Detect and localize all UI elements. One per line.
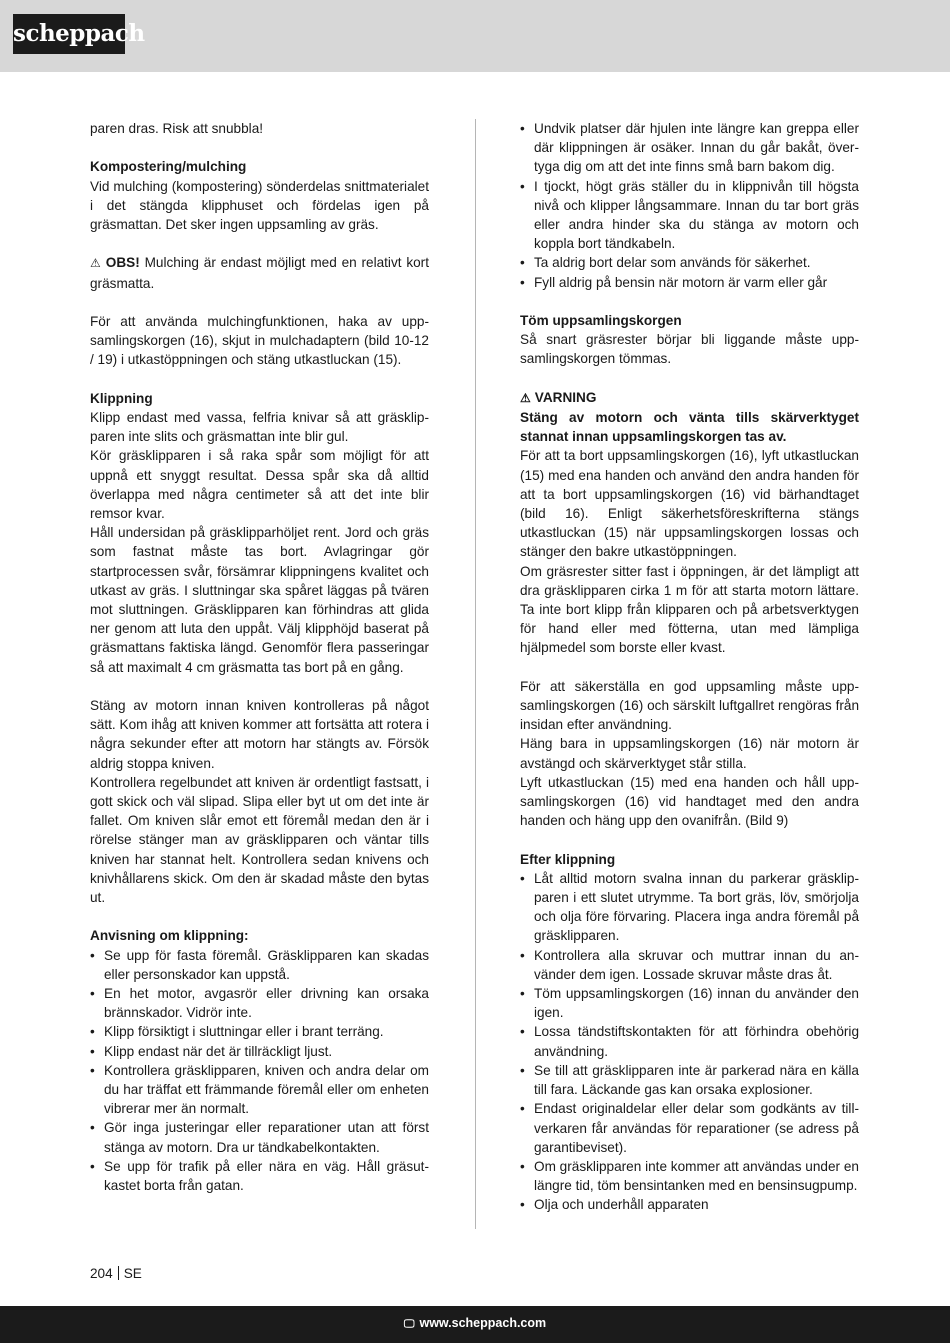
brand-logo: scheppach xyxy=(13,14,125,54)
paragraph: Vid mulching (kompostering) sönderdelas snittmaterialet i det stängda klipphuset och fördelas igen på gräsmattan. Det sker ingen uppsamling av gräs. xyxy=(90,178,429,232)
paragraph: Håll undersidan på gräsklipparhöljet rent. Jord och gräs som fastnat måste tas bort. Avlagringar gör startprocessen svår, försämrar klippningens kvalitet och utkast av gräs. I sluttningar ska spåret läggas på tvären mot sluttningen. Gräsklipparen kan förhindras att glida ner genom att luta den uppåt. Välj klipphöjd baserat på gräsmattans faktiska längd. Genomför flera passeringar så att maximalt 4 cm gräsmatta tas bort på en gång. xyxy=(90,525,429,675)
list-item: • Ta aldrig bort delar som används för säkerhet. xyxy=(520,253,859,272)
section-heading: Klippning xyxy=(90,390,153,406)
list-item: • I tjockt, högt gräs ställer du in klippnivån till högsta nivå och klipper långsammare. Innan du tar bort gräs eller andra hinder ska du stänga av motorn och koppla bort tändkabeln. xyxy=(520,177,859,254)
list-item: • Klipp endast när det är tillräckligt ljust. xyxy=(90,1042,429,1061)
column-divider xyxy=(475,119,476,1229)
footer-url[interactable] xyxy=(0,1316,950,1331)
warning-icon: ⚠ xyxy=(520,390,531,405)
list-item: • Se upp för trafik på eller nära en väg. Håll gräsutkastet borta från gatan. xyxy=(90,1157,429,1195)
list-item: • Endast originaldelar eller delar som godkänts av tillverkaren får användas för reparationer (se adress på garantibeviset). xyxy=(520,1099,859,1157)
page-number: 204 xyxy=(90,1266,113,1281)
list-item: • Gör inga justeringar eller reparationer utan att först stänga av motorn. Dra ur tändkabelkontakten. xyxy=(90,1118,429,1156)
obs-label: OBS! xyxy=(105,255,140,271)
section-heading: Töm uppsamlingskorgen xyxy=(520,313,682,329)
paragraph: Så snart gräsrester börjar bli liggande måste uppsamlingskorgen tömmas. xyxy=(520,332,859,367)
warning-heading xyxy=(520,388,859,408)
section-heading: Efter klippning xyxy=(520,851,616,867)
paragraph: För att ta bort uppsamlingskorgen (16), lyft utkastluckan (15) med ena handen och använd den andra handen för att ta bort uppsamlingskorgen (16) vid bärhandtaget (bild 16). Enligt säkerhetsföreskrifterna stängs utkastluckan (15) när uppsamlingskorgen lossas och stänger den bakre utkastöppningen. xyxy=(520,448,859,560)
footer-bar xyxy=(0,1306,950,1343)
paragraph: paren dras. Risk att snubbla! xyxy=(90,121,264,136)
warning-label: VARNING xyxy=(534,389,597,405)
language-code: SE xyxy=(123,1266,142,1281)
list-item: • Lossa tändstiftskontakten för att förhindra obehörig användning. xyxy=(520,1022,859,1060)
list-item: • Olja och underhåll apparaten xyxy=(520,1195,859,1214)
section-heading: Anvisning om klippning: xyxy=(90,928,249,944)
obs-text: Mulching är endast möjligt med en relativt kort gräsmatta. xyxy=(90,255,429,291)
monitor-icon: 🖵 xyxy=(403,1318,415,1330)
list-item: • Kontrollera alla skruvar och muttrar innan du använder dem igen. Lossade skruvar måste dras åt. xyxy=(520,946,859,984)
section-heading: Kompostering/mulching xyxy=(90,159,247,175)
bullet-list xyxy=(520,119,859,292)
paragraph: Stäng av motorn innan kniven kontrolleras på något sätt. Kom ihåg att kniven kommer att fortsätta att rotera i några sekunder efter att motorn har stängts av. Försök aldrig stoppa kniven. xyxy=(90,698,429,771)
paragraph: Kör gräsklipparen i så raka spår som möjligt för att uppnå ett snyggt resultat. Dessa spår ska då alltid överlappa med några centimeter så att det inte blir remsor kvar. xyxy=(90,448,429,521)
list-item: • Klipp försiktigt i sluttningar eller i brant terräng. xyxy=(90,1022,429,1041)
obs-note xyxy=(90,253,429,292)
paragraph: Om gräsrester sitter fast i öppningen, är det lämpligt att dra gräsklipparen cirka 1 m för att starta motorn lättare. Ta inte bort klipp från klipparen och på arbetsverktygen för hand eller med fötterna, utan med lämpliga hjälpmedel som borste eller kvast. xyxy=(520,563,859,656)
list-item: • Låt alltid motorn svalna innan du parkerar gräsklipparen i ett slutet utrymme. Ta bort gräs, löv, smörjolja och olja före förvaring. Placera inga andra föremål på gräsklipparen. xyxy=(520,869,859,946)
right-column xyxy=(520,119,859,1215)
list-item: • Töm uppsamlingskorgen (16) innan du använder den igen. xyxy=(520,984,859,1022)
list-item: • Kontrollera gräsklipparen, kniven och andra delar om du har träffat ett främmande föremål eller om enheten vibrerar mer än normalt. xyxy=(90,1061,429,1119)
paragraph: Kontrollera regelbundet att kniven är ordentligt fastsatt, i gott skick och väl slipad. Slipa eller byt ut om det inte är fallet. Om kniven slår emot ett föremål medan den är i rörelse stänger man av gräsklipparen och väntar tills kniven har stannat helt. Kontrollera sedan knivens och knivhållarens skick. Om den är skadad måste den bytas ut. xyxy=(90,774,429,906)
paragraph: Klipp endast med vassa, felfria knivar så att gräsklipparen inte slits och gräsmattan inte blir gul. xyxy=(90,409,429,445)
list-item: • Om gräsklipparen inte kommer att användas under en längre tid, töm bensintanken med en bensinsugpump. xyxy=(520,1157,859,1195)
warning-text: Stäng av motorn och vänta tills skärverktyget stannat innan uppsamlingskorgen tas av. xyxy=(520,410,859,445)
list-item: • Undvik platser där hjulen inte längre kan greppa eller där klippningen är osäker. Innan du går bakåt, övertyga dig om att det inte finns små barn bakom dig. xyxy=(520,119,859,177)
page-footer-number xyxy=(90,1265,142,1283)
list-item: • Se till att gräsklipparen inte är parkerad nära en källa till fara. Läckande gas kan orsaka explosioner. xyxy=(520,1061,859,1099)
list-item: • Se upp för fasta föremål. Gräsklipparen kan skadas eller personskador kan uppstå. xyxy=(90,946,429,984)
paragraph: För att använda mulchingfunktionen, haka av uppsamlingskorgen (16), skjut in mulchadaptern (bild 10-12 / 19) i utkastöppningen och stäng utkastluckan (15). xyxy=(90,313,429,368)
paragraph: För att säkerställa en god uppsamling måste uppsamlingskorgen (16) och särskilt luftgallret rengöras från insidan efter användning. xyxy=(520,678,859,733)
left-column xyxy=(90,119,429,1195)
website-link[interactable]: www.scheppach.com xyxy=(419,1316,547,1330)
bullet-list xyxy=(520,869,859,1215)
list-item: • En het motor, avgasrör eller drivning kan orsaka brännskador. Vidrör inte. xyxy=(90,984,429,1022)
list-item: • Fyll aldrig på bensin när motorn är varm eller går xyxy=(520,273,859,292)
bullet-list xyxy=(90,946,429,1196)
paragraph: Häng bara in uppsamlingskorgen (16) när motorn är avstängd och skärverktyget står stilla. xyxy=(520,736,859,771)
warning-icon: ⚠ xyxy=(90,256,102,271)
page-header xyxy=(0,0,950,72)
paragraph: Lyft utkastluckan (15) med ena handen och håll uppsamlingskorgen (16) vid handtaget med den andra handen och häng upp den ovanifrån. (Bild 9) xyxy=(520,774,859,829)
